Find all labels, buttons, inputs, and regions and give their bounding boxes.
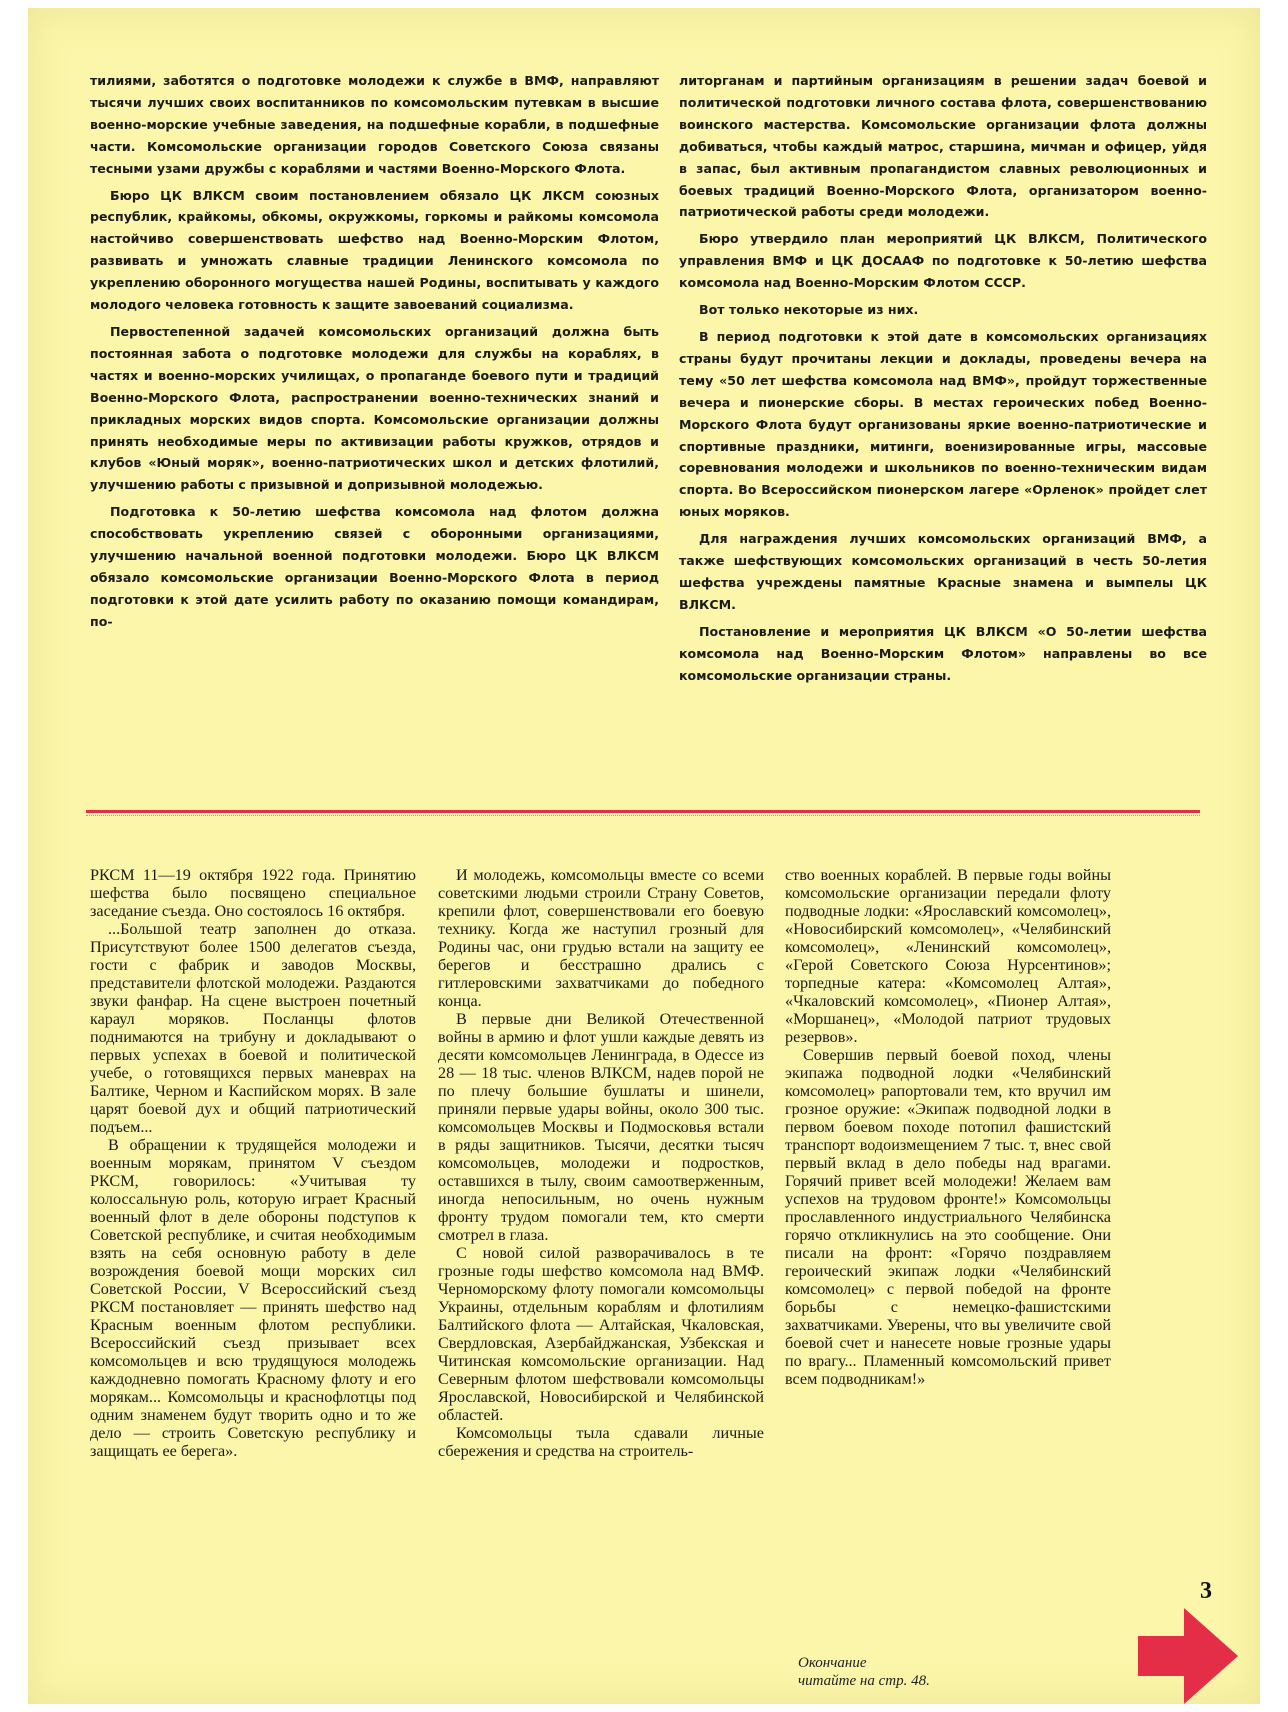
paragraph: Для награждения лучших комсомольских организаций ВМФ, а также шефствующих комсомольских организаций в честь 50-летия шефства учреждены памятные Красные знамена и вымпелы ЦК ВЛКСМ. bbox=[679, 531, 1207, 612]
paragraph: ...Большой театр заполнен до отказа. Присутствуют более 1500 делегатов съезда, гости с фабрик и заводов Москвы, представители флотской молодежи. Раздаются звуки фанфар. На сцене выстроен почетный караул моряков. Посланцы флотов поднимаются на трибуну и докладывают о первых успехах в боевой и политической учебе, о готовящихся первых маневрах на Балтике, Черном и Каспийском морях. В зале царят боевой дух и общий патриотический подъем... bbox=[90, 920, 416, 1136]
magazine-page bbox=[28, 8, 1260, 1704]
top-left-column bbox=[90, 70, 659, 638]
paragraph: РКСМ 11—19 октября 1922 года. Принятию шефства было посвящено специальное заседание съезда. Оно состоялось 16 октября. bbox=[90, 866, 416, 920]
paragraph: тилиями, заботятся о подготовке молодежи к службе в ВМФ, направляют тысячи лучших своих воспитанников по комсомольским путевкам в высшие военно-морские учебные заведения, на подшефные корабли, в подшефные части. Комсомольские организации городов Советского Союза связаны тесными узами дружбы с кораблями и частями Военно-Морского Флота. bbox=[90, 73, 659, 176]
paragraph: Комсомольцы тыла сдавали личные сбережения и средства на строитель- bbox=[438, 1424, 764, 1460]
bottom-left-column bbox=[90, 866, 416, 1460]
paragraph: Вот только некоторые из них. bbox=[699, 302, 919, 318]
paragraph: С новой силой разворачивалось в те грозные годы шефство комсомола над ВМФ. Черноморскому флоту помогали комсомольцы Украины, отдельным кораблям и флотилиям Балтийского флота — Алтайская, Чкаловская, Свердловская, Азербайджанская, Узбекская и Читинская комсомольские организации. Над Северным флотом шефствовали комсомольцы Ярославской, Новосибирской и Челябинской областей. bbox=[438, 1244, 764, 1424]
continuation-note bbox=[798, 1654, 930, 1690]
paragraph: Подготовка к 50-летию шефства комсомола над флотом должна способствовать укреплению связей с оборонными организациями, улучшению начальной военной подготовки молодежи. Бюро ЦК ВЛКСМ обязало комсомольские организации Военно-Морского Флота в период подготовки к этой дате усилить работу по оказанию помощи командирам, по- bbox=[90, 504, 659, 629]
continue-arrow-icon bbox=[1136, 1606, 1240, 1704]
paragraph: ство военных кораблей. В первые годы войны комсомольские организации передали флоту подводные лодки: «Ярославский комсомолец», «Новосибирский комсомолец», «Челябинский комсомолец», «Ленинский комсомолец», «Герой Советского Союза Нурсентинов»; торпедные катера: «Комсомолец Алтая», «Чкаловский комсомолец», «Пионер Алтая», «Моршанец», «Молодой патриот трудовых резервов». bbox=[785, 866, 1111, 1046]
paragraph: Бюро ЦК ВЛКСМ своим постановлением обязало ЦК ЛКСМ союзных республик, крайкомы, обкомы, окружкомы, горкомы и райкомы комсомола настойчиво совершенствовать шефство над Военно-Морским Флотом, развивать и умножать славные традиции Ленинского комсомола по укреплению оборонного могущества нашей Родины, воспитывать у каждого молодого человека готовность к защите завоеваний социализма. bbox=[90, 187, 659, 313]
bottom-right-column bbox=[785, 866, 1111, 1388]
paragraph: Постановление и мероприятия ЦК ВЛКСМ «О 50-летии шефства комсомола над Военно-Морским Флотом» направлены во все комсомольские организации страны. bbox=[679, 623, 1207, 683]
bottom-middle-column bbox=[438, 866, 764, 1460]
page-number: 3 bbox=[1200, 1578, 1212, 1604]
continuation-line: Окончание bbox=[798, 1655, 867, 1671]
paragraph: Бюро утвердило план мероприятий ЦК ВЛКСМ, Политического управления ВМФ и ЦК ДОСААФ по подготовке к 50-летию шефства комсомола над Военно-Морским Флотом СССР. bbox=[679, 231, 1207, 291]
paragraph: В обращении к трудящейся молодежи и военным морякам, принятом V съездом РКСМ, говорилось: «Учитывая ту колоссальную роль, которую играет Красный военный флот в деле обороны подступов к Советской республике, и считая необходимым взять на себя основную работу в деле возрождения боевой мощи морских сил Советской России, V Всероссийский съезд РКСМ постановляет — принять шефство над Красным военным флотом республики. Всероссийский съезд призывает всех комсомольцев и всю трудящуюся молодежь каждодневно помогать Красному флоту и его морякам... Комсомольцы и краснофлотцы под одним знаменем будут творить одно и то же дело — строить Советскую республику и защищать ее берега». bbox=[90, 1136, 416, 1460]
paragraph: И молодежь, комсомольцы вместе со всеми советскими людьми строили Страну Советов, крепили флот, совершенствовали его боевую технику. Когда же наступил грозный для Родины час, они грудью встали на защиту ее берегов и бесстрашно дрались с гитлеровскими захватчиками до победного конца. bbox=[438, 866, 764, 1010]
paragraph: литорганам и партийным организациям в решении задач боевой и политической подготовки личного состава флота, совершенствованию воинского мастерства. Комсомольские организации флота должны добиваться, чтобы каждый матрос, старшина, мичман и офицер, уйдя в запас, был активным пропагандистом славных революционных и боевых традиций Военно-Морского Флота, организатором военно-патриотической работы среди молодежи. bbox=[679, 73, 1207, 220]
paragraph: Первостепенной задачей комсомольских организаций должна быть постоянная забота о подготовке молодежи для службы на кораблях, в частях и военно-морских училищах, о пропаганде боевого пути и традиций Военно-Морского Флота, распространении военно-технических знаний и прикладных морских видов спорта. Комсомольские организации должны принять необходимые меры по активизации работы кружков, отрядов и клубов «Юный моряк», военно-патриотических школ и детских флотилий, улучшению работы с призывной и допризывной молодежью. bbox=[90, 323, 659, 493]
section-divider bbox=[86, 810, 1200, 813]
top-right-column bbox=[679, 70, 1207, 691]
paragraph: Совершив первый боевой поход, члены экипажа подводной лодки «Челябинский комсомолец» рапортовали тем, кто вручил им грозное оружие: «Экипаж подводной лодки в первом боевом походе потопил фашистский транспорт водоизмещением 7 тыс. т, внес свой первый вклад в дело победы над врагами. Горячий привет всей молодежи! Желаем вам успехов на трудовом фронте!» Комсомольцы прославленного индустриального Челябинска горячо откликнулись на это сообщение. Они писали на фронт: «Горячо поздравляем героический экипаж лодки «Челябинский комсомолец» с первой победой на фронте борьбы с немецко-фашистскими захватчиками. Уверены, что вы увеличите свой боевой счет и нанесете новые грозные удары по врагу... Пламенный комсомольский привет всем подводникам!» bbox=[785, 1046, 1111, 1388]
continuation-line: читайте на стр. 48. bbox=[798, 1673, 930, 1689]
paragraph: В первые дни Великой Отечественной войны в армию и флот ушли каждые девять из десяти комсомольцев Ленинграда, в Одессе из 28 — 18 тыс. членов ВЛКСМ, надев порой не по плечу большие бушлаты и шинели, приняли первые удары войны, около 300 тыс. комсомольцев Москвы и Подмосковья встали в ряды защитников. Тысячи, десятки тысяч комсомольцев, молодежи и подростков, оставшихся в тылу, своим самоотверженным, иногда непосильным, но очень нужным фронту трудом помогали тем, кто смерти смотрел в глаза. bbox=[438, 1010, 764, 1244]
paragraph: В период подготовки к этой дате в комсомольских организациях страны будут прочитаны лекции и доклады, проведены вечера на тему «50 лет шефства комсомола над ВМФ», пройдут торжественные вечера и пионерские сборы. В местах героических побед Военно-Морского Флота будут организованы яркие военно-патриотические и спортивные праздники, митинги, военизированные игры, массовые соревнования молодежи и школьников по военно-техническим видам спорта. Во Всероссийском пионерском лагере «Орленок» пройдет слет юных моряков. bbox=[679, 328, 1207, 520]
